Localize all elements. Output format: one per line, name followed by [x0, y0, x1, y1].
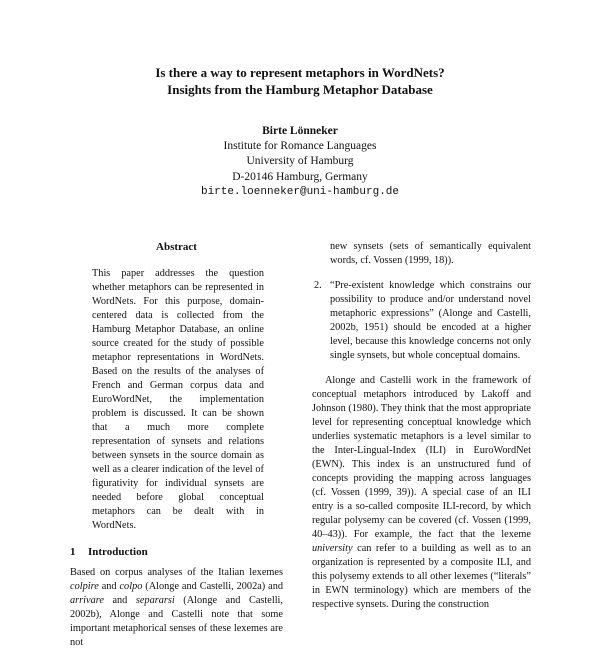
italic-term: colpire: [70, 581, 99, 592]
text-run: and: [103, 595, 136, 606]
section-title: Introduction: [88, 546, 148, 558]
author-institute: Institute for Romance Languages: [223, 140, 377, 153]
italic-term: university: [312, 543, 353, 554]
section-number: 1: [70, 546, 76, 558]
list-marker: 2.: [314, 280, 322, 291]
author-name: Birte Lönneker: [262, 125, 338, 137]
text-run: and: [98, 581, 120, 592]
intro-paragraph: [70, 566, 283, 650]
text-run: can refer to a building as well as to an organization is represented by a composite ILI, and this polysemy extends to all other lexemes (“literals” in EWN terminology) which are members of the respective synsets. During the construction: [312, 543, 531, 610]
text-run: Based on corpus analyses of the Italian lexemes: [70, 567, 283, 578]
right-column: [312, 240, 531, 612]
italic-term: separarsi: [135, 595, 175, 606]
italic-term: colpo: [119, 581, 143, 592]
author-email: birte.loenneker@uni-hamburg.de: [200, 185, 400, 198]
list-item-1-continuation: new synsets (sets of semantically equivalent words, cf. Vossen (1999, 18)).: [330, 241, 531, 266]
list-item-2-text: “Pre-existent knowledge which constrains our possibility to produce and/or understand novel metaphoric expressions” (Alonge and Castelli, 2002b, 1951) should be encoded at a higher level, because this knowledge concerns not only single synsets, but whole conceptual domains.: [330, 280, 531, 361]
abstract-text: This paper addresses the question whether metaphors can be represented in WordNets. For this purpose, domain-centered data is collected from the Hamburg Metaphor Database, an online source created for the study of possible metaphor representations in WordNets. Based on the results of the analyses of French and German corpus data and EuroWordNet, the implementation problem is discussed. It can be shown that a much more complete representation of synsets and relations between synsets in the source domain as well as a clearer indication of the level of figurativity for individual synsets are needed before global conceptual metaphors can be dealt with in WordNets.: [92, 268, 264, 531]
title-line-1: Is there a way to represent metaphors in WordNets?: [155, 65, 445, 80]
abstract-heading: Abstract: [156, 241, 197, 253]
title-line-2: Insights from the Hamburg Metaphor Database: [167, 82, 433, 97]
body-paragraph: [312, 374, 531, 612]
paper-title: [60, 64, 540, 98]
italic-term: arrivare: [70, 595, 104, 606]
text-run: (Alonge and Castelli, 2002a) and: [142, 581, 283, 592]
section-heading-introduction: [70, 545, 283, 559]
author-city: D-20146 Hamburg, Germany: [232, 170, 368, 183]
author-block: [100, 124, 500, 200]
text-run: (Alonge and Castelli, 2002b), Alonge and Castelli note that some important metaphorical senses of these lexemes are not: [70, 595, 283, 648]
left-column: [70, 240, 283, 650]
text-run: Alonge and Castelli work in the framework of conceptual metaphors introduced by Lakoff and Johnson (1980). They think that the most appropriate level for representing conceptual knowledge which underlies systematic metaphors is a level similar to the Inter-Lingual-Index (ILI) in EuroWordNet (EWN). This index is an unstructured fund of concepts providing the mapping across languages (cf. Vossen (1999, 39)). A special case of an ILI entry is a so-called composite ILI-record, by which regular polysemy can be covered (cf. Vossen (1999, 40–43)). For example, the fact that the lexeme: [312, 375, 531, 540]
list-item-2: [314, 279, 531, 363]
author-university: University of Hamburg: [246, 155, 354, 168]
